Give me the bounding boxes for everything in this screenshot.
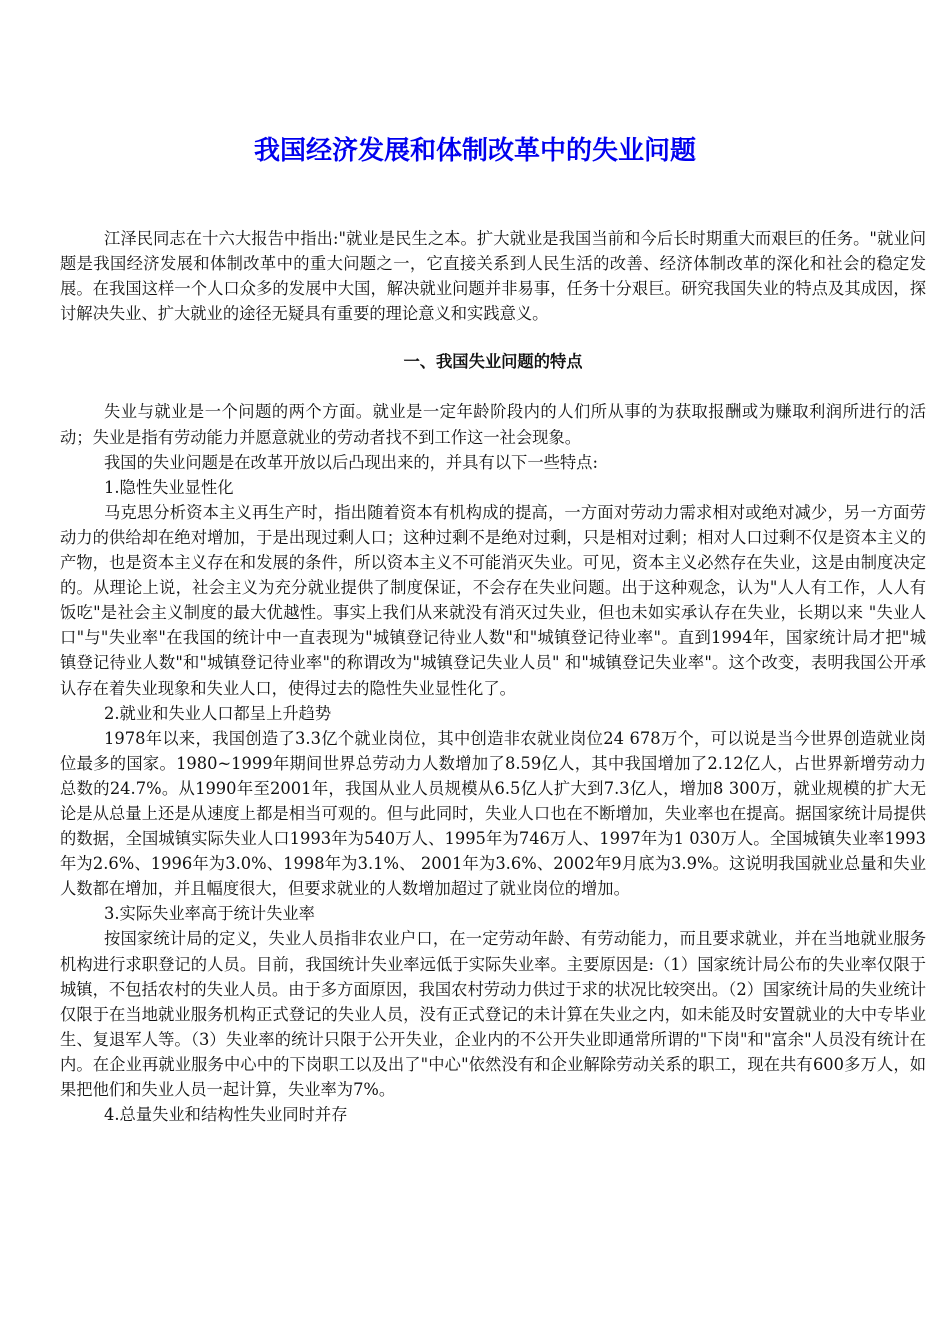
subsection-text-2: 1978年以来，我国创造了3.3亿个就业岗位，其中创造非农就业岗位24 678万个，可以说是当今世界创造就业岗位最多的国家。1980~1999年期间世界总劳动力人数增加了8.59亿人，其中我国增加了2.12亿人，占世界新增劳动力总数的24.7%。从1990年至2001年，我国从业人员规模从6.5亿人扩大到7.3亿人，增加8 300万，就业规模的扩大无论是从总量上还是从速度上都是相当可观的。但与此同时，失业人口也在不断增加，失业率也在提高。据国家统计局提供的数据，全国城镇实际失业人口1993年为540万人、1995年为746万人、1997年为1 030万人。全国城镇失业率1993年为2.6%、1996年为3.0%、1998年为3.1%、 2001年为3.6%、2002年9月底为3.9%。这说明我国就业总量和失业人数都在增加，并且幅度很大，但要求就业的人数增加超过了就业岗位的增加。 xyxy=(60,728,926,899)
subsection-text-3: 按国家统计局的定义，失业人员指非农业户口，在一定劳动年龄、有劳动能力，而且要求就业，并在当地就业服务机构进行求职登记的人员。目前，我国统计失业率远低于实际失业率。主要原因是:（1）国家统计局公布的失业率仅限于城镇，不包括农村的失业人员。由于多方面原因，我国农村劳动力供过于求的状况比较突出。（2）国家统计局的失业统计仅限于在当地就业服务机构正式登记的失业人员，没有正式登记的未计算在失业之内，如未能及时安置就业的大中专毕业生、复退军人等。（3）失业率的统计只限于公开失业，企业内的不公开失业即通常所谓的"下岗"和"富余"人员没有统计在内。在企业再就业服务中心中的下岗职工以及出了"中心"依然没有和企业解除劳动关系的职工，现在共有600多万人，如果把他们和失业人员一起计算，失业率为7%。 xyxy=(60,929,926,1099)
intro-paragraph: 江泽民同志在十六大报告中指出:"就业是民生之本。扩大就业是我国当前和今后长时期重大而艰巨的任务。"就业问题是我国经济发展和体制改革中的重大问题之一，它直接关系到人民生活的改善、经济体制改革的深化和社会的稳定发展。在我国这样一个人口众多的发展中大国，解决就业问题并非易事，任务十分艰巨。研究我国失业的特点及其成因，探讨解决失业、扩大就业的途径无疑具有重要的理论意义和实践意义。 xyxy=(60,229,926,324)
subsection-text-1: 马克思分析资本主义再生产时，指出随着资本有机构成的提高，一方面对劳动力需求相对或绝对减少，另一方面劳动力的供给却在绝对增加，于是出现过剩人口；这种过剩不是绝对过剩，只是相对过剩；相对人口过剩不仅是资本主义的产物，也是资本主义存在和发展的条件，所以资本主义不可能消灭失业。可见，资本主义必然存在失业，这是由制度决定的。从理论上说，社会主义为充分就业提供了制度保证，不会存在失业问题。出于这种观念，认为"人人有工作，人人有饭吃"是社会主义制度的最大优越性。事实上我们从来就没有消灭过失业，但也未如实承认存在失业，长期以来 "失业人口"与"失业率"在我国的统计中一直表现为"城镇登记待业人数"和"城镇登记待业率"。直到1994年，国家统计局才把"城镇登记待业人数"和"城镇登记待业率"的称谓改为"城镇登记失业人员" 和"城镇登记失业率"。这个改变，表明我国公开承认存在着失业现象和失业人口，使得过去的隐性失业显性化了。 xyxy=(60,502,926,698)
section-paragraph-1: 失业与就业是一个问题的两个方面。就业是一定年龄阶段内的人们所从事的为获取报酬或为赚取利润所进行的活动；失业是指有劳动能力并愿意就业的劳动者找不到工作这一社会现象。 xyxy=(60,402,926,447)
subsection-title-1: 1.隐性失业显性化 xyxy=(104,477,234,497)
document-title: 我国经济发展和体制改革中的失业问题 xyxy=(253,136,696,166)
subsection-title-4: 4.总量失业和结构性失业同时并存 xyxy=(104,1105,348,1125)
subsection-title-2: 2.就业和失业人口都呈上升趋势 xyxy=(104,703,332,723)
section-paragraph-2: 我国的失业问题是在改革开放以后凸现出来的，并具有以下一些特点: xyxy=(104,452,598,472)
document-body xyxy=(60,226,926,1127)
subsection-title-3: 3.实际失业率高于统计失业率 xyxy=(104,904,315,924)
section-heading: 一、我国失业问题的特点 xyxy=(403,352,583,372)
